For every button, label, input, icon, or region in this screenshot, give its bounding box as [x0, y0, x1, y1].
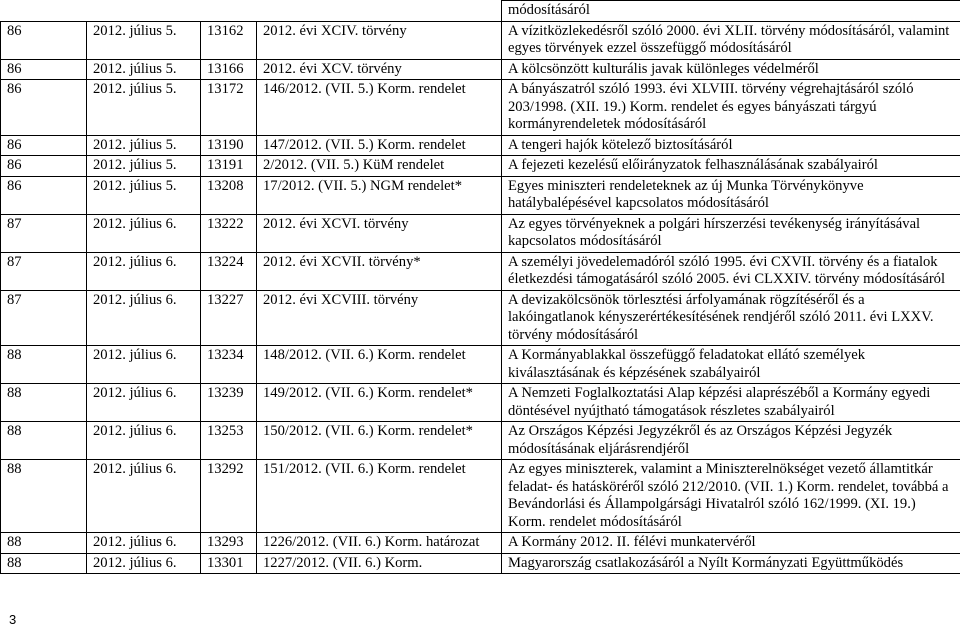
- document-title-cell: A tengeri hajók kötelező biztosításáról: [502, 135, 960, 156]
- document-title-cell: Magyarország csatlakozásáról a Nyílt Kormányzati Együttműködés: [502, 553, 960, 574]
- table-row: [1, 21, 960, 59]
- page-number-cell: 13208: [201, 176, 257, 214]
- continuation-row: [1, 1, 960, 22]
- document-id-cell: 2012. évi XCVII. törvény*: [257, 252, 502, 290]
- document-title-cell: A vízitközlekedésről szóló 2000. évi XLII. törvény módosításáról, valamint egyes törvények ezzel összefüggő módosításáról: [502, 21, 960, 59]
- document-title-cell: A Nemzeti Foglalkoztatási Alap képzési alaprészéből a Kormány egyedi döntésével nyújtható támogatások részletes szabályairól: [502, 384, 960, 422]
- issue-number-cell: 86: [1, 176, 87, 214]
- page-number-cell: 13292: [201, 460, 257, 533]
- date-cell: 2012. július 5.: [87, 176, 201, 214]
- date-cell: 2012. július 6.: [87, 290, 201, 346]
- table-row: [1, 214, 960, 252]
- page-number-cell: 13227: [201, 290, 257, 346]
- document-id-cell: 2012. évi XCVIII. törvény: [257, 290, 502, 346]
- document-title-cell: A kölcsönzött kulturális javak különleges védelméről: [502, 59, 960, 80]
- date-cell: 2012. július 6.: [87, 384, 201, 422]
- date-cell: 2012. július 5.: [87, 80, 201, 136]
- document-id-cell: 147/2012. (VII. 5.) Korm. rendelet: [257, 135, 502, 156]
- issue-number-cell: 87: [1, 252, 87, 290]
- page-number-cell: 13293: [201, 533, 257, 554]
- document-title-cell: A fejezeti kezelésű előirányzatok felhasználásának szabályairól: [502, 156, 960, 177]
- table-row: [1, 80, 960, 136]
- page-number-cell: 13239: [201, 384, 257, 422]
- page-number-cell: 13253: [201, 422, 257, 460]
- document-title-cell: A bányászatról szóló 1993. évi XLVIII. törvény végrehajtásáról szóló 203/1998. (XII. 19.) Korm. rendelet és egyes bányászati tárgyú kormányrendeletek módosításáról: [502, 80, 960, 136]
- table-row: [1, 252, 960, 290]
- issue-number-cell: 88: [1, 384, 87, 422]
- date-cell: 2012. július 6.: [87, 214, 201, 252]
- issue-number-cell: 88: [1, 422, 87, 460]
- date-cell: 2012. július 6.: [87, 252, 201, 290]
- date-cell: 2012. július 5.: [87, 21, 201, 59]
- document-id-cell: 150/2012. (VII. 6.) Korm. rendelet*: [257, 422, 502, 460]
- document-id-cell: 2012. évi XCV. törvény: [257, 59, 502, 80]
- page-number-cell: 13234: [201, 346, 257, 384]
- table-row: [1, 346, 960, 384]
- date-cell: 2012. július 6.: [87, 422, 201, 460]
- issue-number-cell: 86: [1, 135, 87, 156]
- document-id-cell: 146/2012. (VII. 5.) Korm. rendelet: [257, 80, 502, 136]
- date-cell: 2012. július 5.: [87, 156, 201, 177]
- date-cell: 2012. július 6.: [87, 553, 201, 574]
- issue-number-cell: 86: [1, 59, 87, 80]
- table-row: [1, 176, 960, 214]
- table-row: [1, 384, 960, 422]
- date-cell: 2012. július 6.: [87, 346, 201, 384]
- document-title-cell: Egyes miniszteri rendeleteknek az új Munka Törvénykönyve hatálybalépésével kapcsolatos módosításáról: [502, 176, 960, 214]
- table-row: [1, 156, 960, 177]
- continuation-text: módosításáról: [502, 1, 960, 22]
- date-cell: 2012. július 5.: [87, 59, 201, 80]
- date-cell: 2012. július 5.: [87, 135, 201, 156]
- document-id-cell: 17/2012. (VII. 5.) NGM rendelet*: [257, 176, 502, 214]
- document-id-cell: 2/2012. (VII. 5.) KüM rendelet: [257, 156, 502, 177]
- table-row: [1, 59, 960, 80]
- date-cell: 2012. július 6.: [87, 533, 201, 554]
- document-id-cell: 148/2012. (VII. 6.) Korm. rendelet: [257, 346, 502, 384]
- page-number-cell: 13301: [201, 553, 257, 574]
- page-number-cell: 13166: [201, 59, 257, 80]
- page-number-cell: 13191: [201, 156, 257, 177]
- table-row: [1, 553, 960, 574]
- document-id-cell: 149/2012. (VII. 6.) Korm. rendelet*: [257, 384, 502, 422]
- issue-number-cell: 86: [1, 80, 87, 136]
- issue-number-cell: 87: [1, 290, 87, 346]
- page-number-cell: 13224: [201, 252, 257, 290]
- table-row: [1, 533, 960, 554]
- page-number-cell: 13222: [201, 214, 257, 252]
- document-title-cell: Az egyes miniszterek, valamint a Miniszterelnökséget vezető államtitkár feladat- és hatásköréről szóló 212/2010. (VII. 1.) Korm. rendelet, továbbá a Bevándorlási és Állampolgársági Hivatalról szóló 162/1999. (XI. 19.) Korm. rendelet módosításáról: [502, 460, 960, 533]
- document-title-cell: A devizakölcsönök törlesztési árfolyamának rögzítéséről és a lakóingatlanok kényszerértékesítésének rendjéről szóló 2011. évi LXXV. törvény módosításáról: [502, 290, 960, 346]
- issue-number-cell: 87: [1, 214, 87, 252]
- issue-number-cell: 88: [1, 553, 87, 574]
- table-row: [1, 135, 960, 156]
- page-number-cell: 13172: [201, 80, 257, 136]
- issue-number-cell: 86: [1, 156, 87, 177]
- date-cell: 2012. július 6.: [87, 460, 201, 533]
- document-title-cell: A Kormányablakkal összefüggő feladatokat ellátó személyek kiválasztásának és képzésének szabályairól: [502, 346, 960, 384]
- page-number-cell: 13162: [201, 21, 257, 59]
- document-id-cell: 1226/2012. (VII. 6.) Korm. határozat: [257, 533, 502, 554]
- page-number-cell: 13190: [201, 135, 257, 156]
- document-title-cell: Az Országos Képzési Jegyzékről és az Országos Képzési Jegyzék módosításának eljárásrendjéről: [502, 422, 960, 460]
- document-id-cell: 2012. évi XCIV. törvény: [257, 21, 502, 59]
- document-title-cell: A személyi jövedelemadóról szóló 1995. évi CXVII. törvény és a fiatalok életkezdési támogatásáról szóló 2005. évi CLXXIV. törvény módosításáról: [502, 252, 960, 290]
- page-number: 3: [9, 612, 17, 627]
- document-title-cell: Az egyes törvényeknek a polgári hírszerzési tevékenység irányításával kapcsolatos módosításáról: [502, 214, 960, 252]
- issue-number-cell: 88: [1, 533, 87, 554]
- issue-number-cell: 88: [1, 460, 87, 533]
- document-title-cell: A Kormány 2012. II. félévi munkatervéről: [502, 533, 960, 554]
- issue-number-cell: 86: [1, 21, 87, 59]
- document-id-cell: 1227/2012. (VII. 6.) Korm.: [257, 553, 502, 574]
- document-id-cell: 151/2012. (VII. 6.) Korm. rendelet: [257, 460, 502, 533]
- table-row: [1, 460, 960, 533]
- table-row: [1, 290, 960, 346]
- table-row: [1, 422, 960, 460]
- issue-number-cell: 88: [1, 346, 87, 384]
- document-id-cell: 2012. évi XCVI. törvény: [257, 214, 502, 252]
